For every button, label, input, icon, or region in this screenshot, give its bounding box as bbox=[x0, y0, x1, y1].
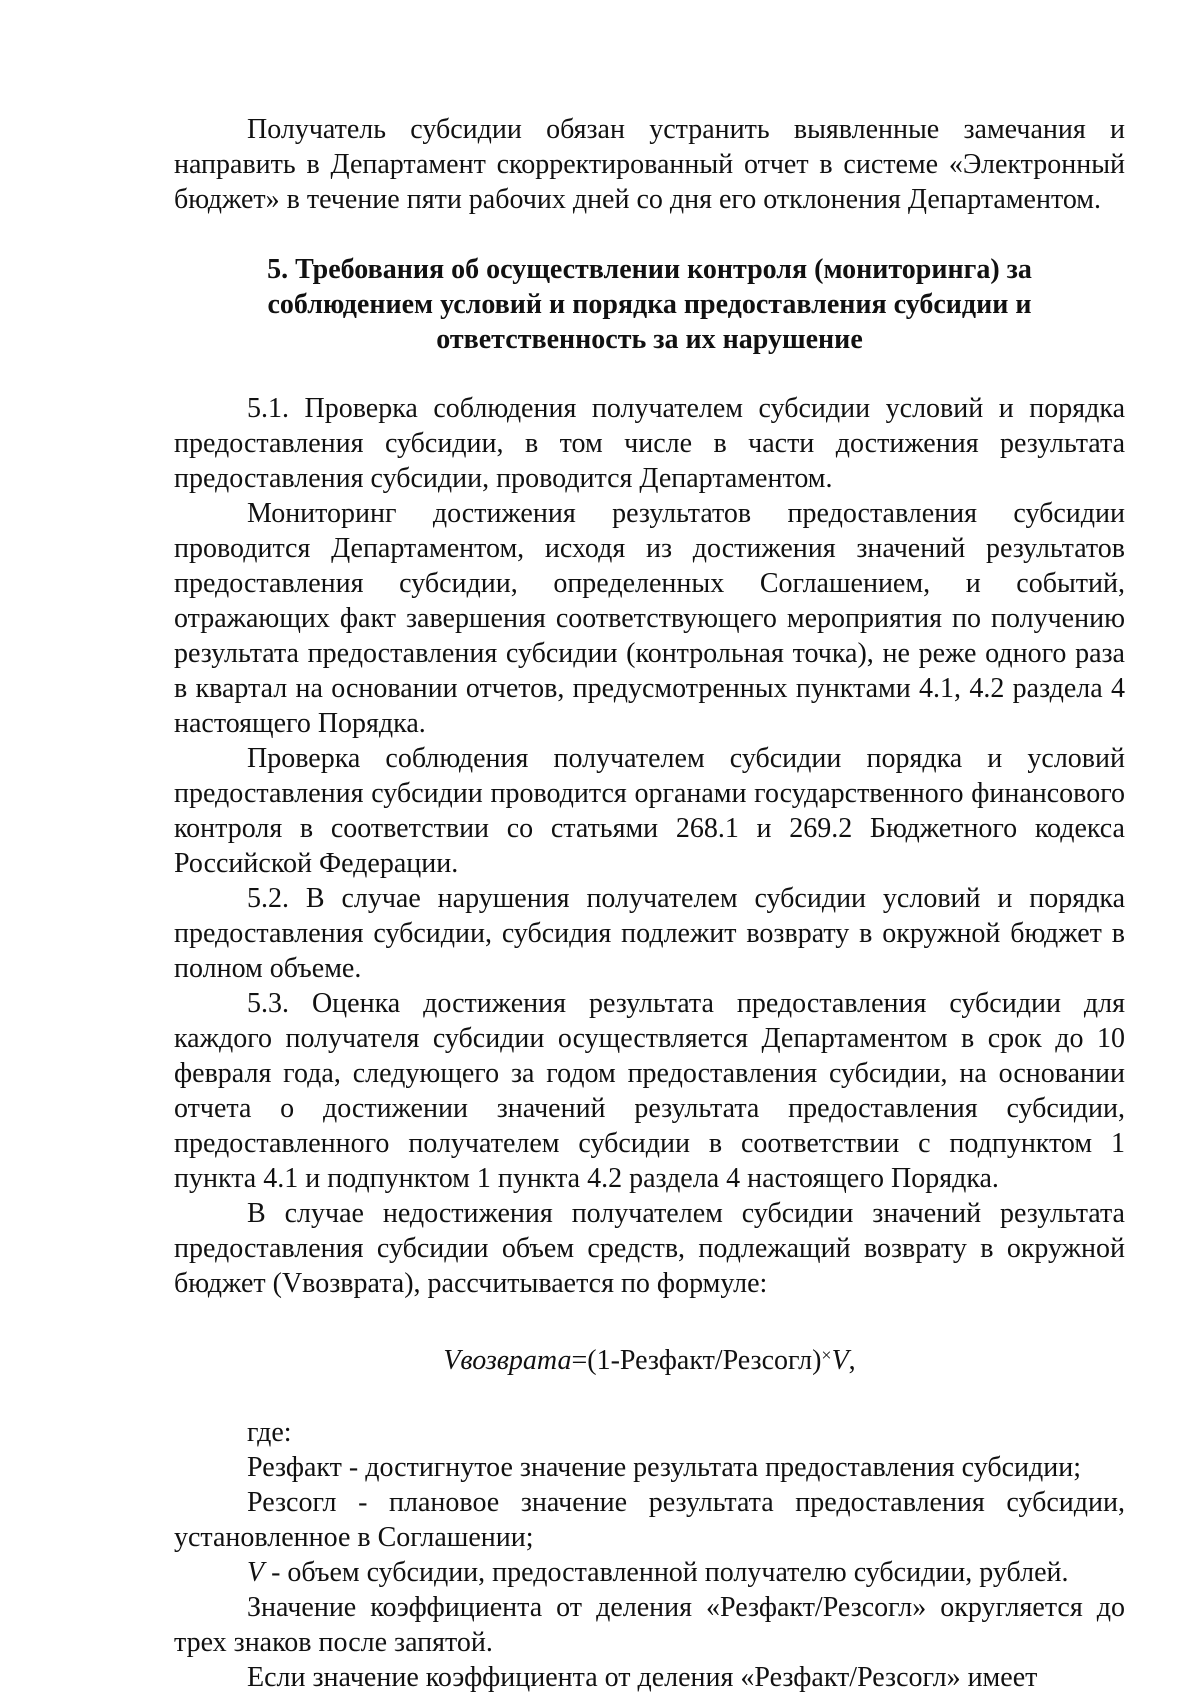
paragraph-correction-notice: Получатель субсидии обязан устранить выявленные замечания и направить в Департамент скорректированный отчет в системе «Электронный бюджет» в течение пяти рабочих дней со дня его отклонения Департаментом. bbox=[174, 114, 1125, 215]
return-formula bbox=[174, 1338, 1125, 1378]
paragraph-5-2: 5.2. В случае нарушения получателем субсидии условий и порядка предоставления субсидии, субсидия подлежит возврату в окружной бюджет в полном объеме. bbox=[174, 883, 1125, 984]
where-label: где: bbox=[247, 1417, 292, 1448]
paragraph-5-1: 5.1. Проверка соблюдения получателем субсидии условий и порядка предоставления субсидии, в том числе в части достижения результата предоставления субсидии, проводится Департаментом. bbox=[174, 393, 1125, 494]
paragraph-rounding: Значение коэффициента от деления «Резфакт/Резсогл» округляется до трех знаков после запятой. bbox=[174, 1592, 1125, 1658]
definition-volume-var: V bbox=[247, 1557, 265, 1588]
formula-ratio: =(1-Резфакт/Резсогл) bbox=[571, 1345, 822, 1376]
paragraph-monitoring: Мониторинг достижения результатов предоставления субсидии проводится Департаментом, исходя из достижения значений результатов предоставления субсидии, определенных Соглашением, и событий, отражающих факт завершения соответствующего мероприятия по получению результата предоставления субсидии (контрольная точка), не реже одного раза в квартал на основании отчетов, предусмотренных пунктами 4.1, 4.2 раздела 4 настоящего Порядка. bbox=[174, 498, 1125, 739]
definition-volume bbox=[174, 1555, 1125, 1590]
definition-rezsogl: Резсогл - плановое значение результата предоставления субсидии, установленное в Соглашении; bbox=[174, 1487, 1125, 1553]
document-page bbox=[174, 112, 1125, 1695]
definition-rezfakt: Резфакт - достигнутое значение результата предоставления субсидии; bbox=[247, 1452, 1081, 1483]
paragraph-financial-control: Проверка соблюдения получателем субсидии порядка и условий предоставления субсидии проводится органами государственного финансового контроля в соответствии со статьями 268.1 и 269.2 Бюджетного кодекса Российской Федерации. bbox=[174, 743, 1125, 879]
formula-lhs: Vвозврата bbox=[443, 1345, 572, 1376]
paragraph-5-3: 5.3. Оценка достижения результата предоставления субсидии для каждого получателя субсидии осуществляется Департаментом в срок до 10 февраля года, следующего за годом предоставления субсидии, на основании отчета о достижении значений результата предоставления субсидии, предоставленного получателем субсидии в соответствии с подпунктом 1 пункта 4.1 и подпунктом 1 пункта 4.2 раздела 4 настоящего Порядка. bbox=[174, 988, 1125, 1194]
formula-multiply-sign: × bbox=[821, 1345, 832, 1365]
definition-volume-text: - объем субсидии, предоставленной получателю субсидии, рублей. bbox=[264, 1557, 1069, 1588]
formula-volume: V bbox=[831, 1345, 849, 1376]
formula-tail: , bbox=[848, 1345, 856, 1376]
paragraph-coefficient-condition: Если значение коэффициента от деления «Резфакт/Резсогл» имеет bbox=[247, 1662, 1038, 1693]
section-heading: 5. Требования об осуществлении контроля (мониторинга) за соблюдением условий и порядка предоставления субсидии и ответственность за их нарушение bbox=[267, 254, 1032, 355]
paragraph-return-formula-intro: В случае недостижения получателем субсидии значений результата предоставления субсидии объем средств, подлежащий возврату в окружной бюджет (Vвозврата), рассчитывается по формуле: bbox=[174, 1198, 1125, 1299]
